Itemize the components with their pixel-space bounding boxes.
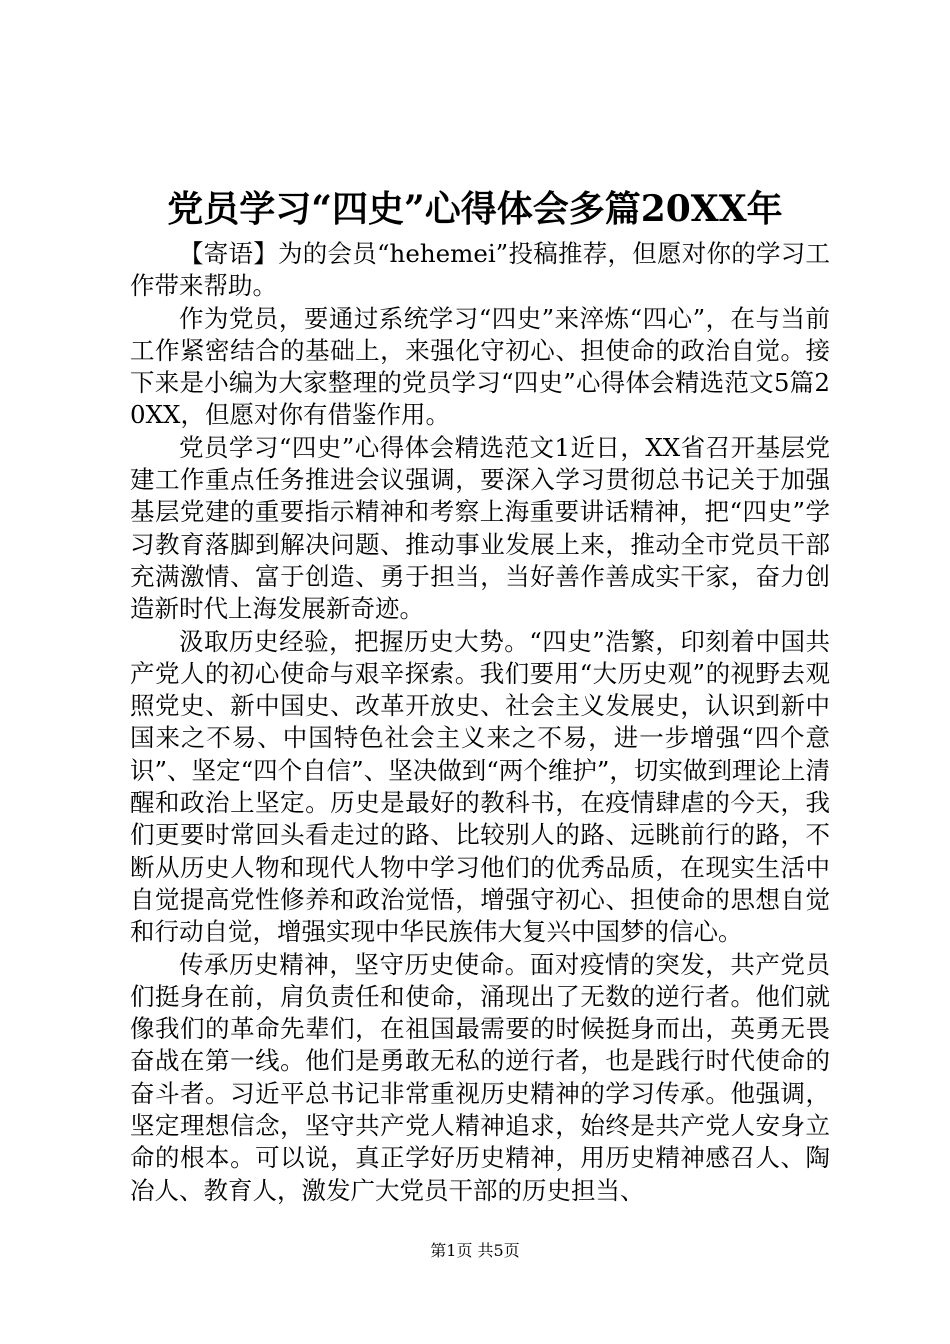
- document-body: [130, 238, 830, 1207]
- document-title: 党员学习“四史”心得体会多篇20XX年: [167, 188, 783, 230]
- paragraph-history-experience: 汲取历史经验，把握历史大势。“四史”浩繁，印刻着中国共产党人的初心使命与艰辛探索。我们要用“大历史观”的视野去观照党史、新中国史、改革开放史、社会主义发展史，认识到新中国来之不易、中国特色社会主义来之不易，进一步增强“四个意识”、坚定“四个自信”、坚决做到“两个维护”，切实做到理论上清醒和政治上坚定。历史是最好的教科书，在疫情肆虐的今天，我们更要时常回头看走过的路、比较别人的路、远眺前行的路，不断从历史人物和现代人物中学习他们的优秀品质，在现实生活中自觉提高党性修养和政治觉悟，增强守初心、担使命的思想自觉和行动自觉，增强实现中华民族伟大复兴中国梦的信心。: [130, 626, 830, 947]
- paragraph-history-spirit: 传承历史精神，坚守历史使命。面对疫情的突发，共产党员们挺身在前，肩负责任和使命，涌现出了无数的逆行者。他们就像我们的革命先辈们，在祖国最需要的时候挺身而出，英勇无畏奋战在第一线。他们是勇敢无私的逆行者，也是践行时代使命的奋斗者。习近平总书记非常重视历史精神的学习传承。他强调，坚定理想信念，坚守共产党人精神追求，始终是共产党人安身立命的根本。可以说，真正学好历史精神，用历史精神感召人、陶冶人、教育人，激发广大党员干部的历史担当、: [130, 949, 830, 1205]
- paragraph-intro: 作为党员，要通过系统学习“四史”来淬炼“四心”，在与当前工作紧密结合的基础上，来强化守初心、担使命的政治自觉。接下来是小编为大家整理的党员学习“四史”心得体会精选范文5篇20XX，但愿对你有借鉴作用。: [130, 303, 830, 430]
- page-footer: 第1页 共5页: [430, 1241, 520, 1260]
- paragraph-sample-1: 党员学习“四史”心得体会精选范文1近日，XX省召开基层党建工作重点任务推进会议强调，要深入学习贯彻总书记关于加强基层党建的重要指示精神和考察上海重要讲话精神，把“四史”学习教育落脚到解决问题、推动事业发展上来，推动全市党员干部充满激情、富于创造、勇于担当，当好善作善成实干家，奋力创造新时代上海发展新奇迹。: [130, 432, 830, 624]
- paragraph-foreword: 【寄语】为的会员“hehemei”投稿推荐，但愿对你的学习工作带来帮助。: [130, 239, 830, 301]
